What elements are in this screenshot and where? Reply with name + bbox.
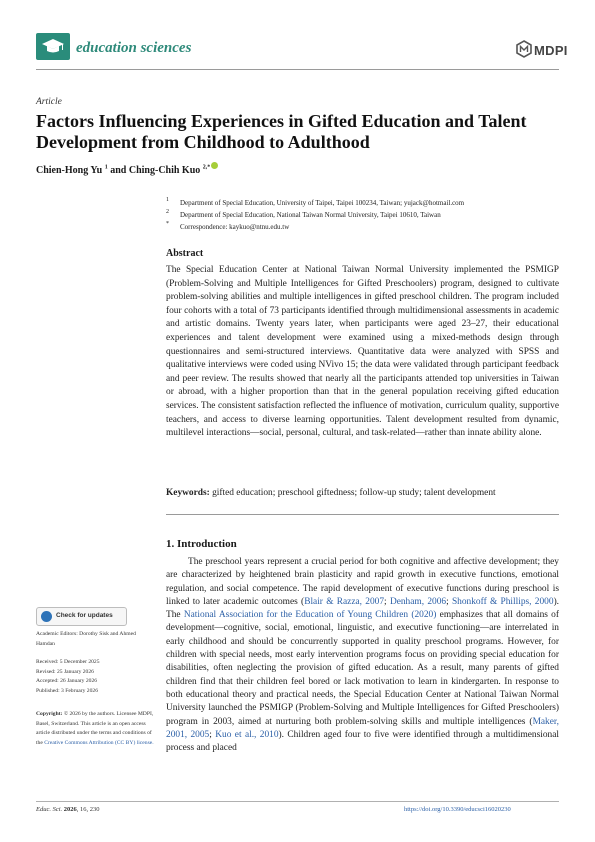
section-heading-introduction: 1. Introduction — [166, 538, 237, 550]
keywords-text: gifted education; preschool giftedness; follow-up study; talent development — [212, 488, 496, 498]
copyright-text: © 2026 by the authors. Licensee MDPI, Basel, Switzerland. This article is an open access article distributed under the terms and conditions of the — [36, 711, 154, 746]
published-date: Published: 3 February 2026 — [36, 687, 98, 694]
author-affiliation-marker: 1 — [104, 164, 108, 171]
citation-link[interactable]: Shonkoff & Phillips, 2000 — [451, 596, 554, 607]
academic-editors: Academic Editors: Dorothy Sisk and Ahmed Hamdan — [36, 631, 136, 647]
orcid-icon[interactable] — [211, 162, 218, 169]
author-name[interactable]: Ching-Chih Kuo — [128, 165, 201, 176]
citation-volume-article: , 16, 230 — [76, 806, 100, 813]
citation-link[interactable]: Blair & Razza, 2007 — [304, 596, 385, 607]
accepted-date: Accepted: 26 January 2026 — [36, 678, 98, 685]
copyright-notice — [36, 710, 154, 748]
check-updates-label: Check for updates — [56, 612, 113, 619]
keywords-label: Keywords: — [166, 488, 210, 498]
footer-citation — [36, 806, 100, 813]
mdpi-hexagon-icon — [515, 40, 533, 58]
intro-text: ). Children aged four to five were identified through a multidimensional process and placed — [166, 729, 560, 754]
article-type: Article — [36, 97, 62, 107]
affiliation-text: Department of Special Education, National Taiwan Normal University, Taipei 10610, Taiwan — [180, 211, 441, 219]
section-divider — [166, 514, 559, 515]
citation-journal: Educ. Sci. — [36, 806, 63, 813]
journal-name: education sciences — [76, 40, 192, 56]
keywords — [166, 487, 559, 501]
mdpi-logo — [515, 40, 568, 63]
publication-dates — [36, 658, 154, 696]
citation-separator: ; — [209, 729, 216, 740]
affiliation-marker: 2 — [166, 209, 169, 215]
revised-date: Revised: 25 January 2026 — [36, 668, 94, 675]
mdpi-wordmark: MDPI — [534, 43, 568, 58]
abstract-heading: Abstract — [166, 248, 204, 259]
citation-year: 2026 — [63, 806, 77, 813]
abstract-text: The Special Education Center at National Taiwan Normal University implemented the PSMIGP (Problem-Solving and Multiple Intelligences for Gifted Preschoolers) program, designed to cultivate problem-solving abilities and multiple intelligences in gifted preschool children. The program included four cohorts with a total of 73 participants identified through multidimensional assessments in academic and artistic domains. Twenty years later, when participants were aged 23–27, their educational experiences and talent development were examined using a mixed-methods design through questionnaires and semi-structured interviews. Quantitative data were analyzed with SPSS and qualitative interviews were coded using NVivo 15; the data were validated through participant feedback and peer review. The results showed that nearly all the participants attended top universities in Taiwan or abroad, with a higher proportion than that in the general population receiving gifted education services. The consistent satisfaction reflected the influence of motivation, curriculum quality, supportive teachers, and access to diverse learning opportunities. Talent development resulted from dynamic, multilevel interactions—social, personal, cultural, and task-related—rather than innate ability alone. — [166, 265, 559, 439]
intro-text: ). The — [166, 596, 560, 621]
doi-link[interactable]: https://doi.org/10.3390/educsci16020230 — [404, 806, 511, 813]
intro-text: emphasizes that all domains of development—cognitive, social, emotional, linguistic, and executive functioning—are interrelated in early childhood and should be concurrently supported in quality preschool programs. However, for children with special needs, most early intervention programs focus on providing special education for disabilities, often neglecting the provision of gifted education. As a result, many parents of gifted children find that their children feel bored or lack motivation to learn in kindergarten. In response to both educational theory and practical needs, the Special Education Center at National Taiwan Normal University launched the PSMIGP (Problem-Solving and Multiple Intelligences for Gifted Preschoolers) program in 2003, aimed at nurturing both problem-solving skills and multiple intelligences ( — [166, 610, 559, 727]
correspondence-marker: * — [166, 221, 169, 227]
author-affiliation-marker: 2,* — [202, 164, 211, 171]
citation-separator: ; — [384, 596, 390, 607]
article-title: Factors Influencing Experiences in Gifted Education and Talent Development from Childhood to Adulthood — [36, 111, 527, 152]
correspondence-text[interactable]: Correspondence: kaykuo@ntnu.edu.tw — [180, 223, 290, 231]
introduction-paragraph — [166, 556, 559, 755]
footer-divider — [36, 801, 559, 802]
check-for-updates-button[interactable] — [36, 607, 127, 626]
citation-link[interactable]: Maker, 2001, 2005 — [166, 716, 559, 740]
graduation-cap-icon — [41, 38, 65, 55]
check-updates-icon — [41, 611, 52, 622]
citation-link[interactable]: Denham, 2006 — [389, 596, 447, 607]
author-list — [36, 162, 218, 176]
journal-logo — [36, 33, 70, 60]
copyright-label: Copyright: — [36, 711, 63, 717]
author-name[interactable]: Chien-Hong Yu — [36, 165, 103, 176]
license-link[interactable]: Creative Commons Attribution (CC BY) license. — [44, 739, 154, 746]
intro-text: The preschool years represent a crucial period for both cognitive and affective development; they are characterized by heightened brain plasticity and rapid growth in executive functions, emotional regulation, and social competence. The rapid development of executive functions during preschool is linked to later academic outcomes ( — [166, 557, 559, 607]
authors-conjunction: and — [110, 165, 127, 176]
citation-link[interactable]: National Association for the Education of Young Children (2020) — [183, 610, 437, 621]
affiliation-marker: 1 — [166, 197, 169, 203]
citation-link[interactable]: Kuo et al., 2010 — [215, 729, 279, 740]
affiliation-text: Department of Special Education, University of Taipei, Taipei 100234, Taiwan; yujack@hotmail.com — [180, 199, 465, 207]
citation-separator: ; — [446, 596, 452, 607]
header-divider — [36, 69, 559, 70]
received-date: Received: 5 December 2025 — [36, 659, 100, 665]
